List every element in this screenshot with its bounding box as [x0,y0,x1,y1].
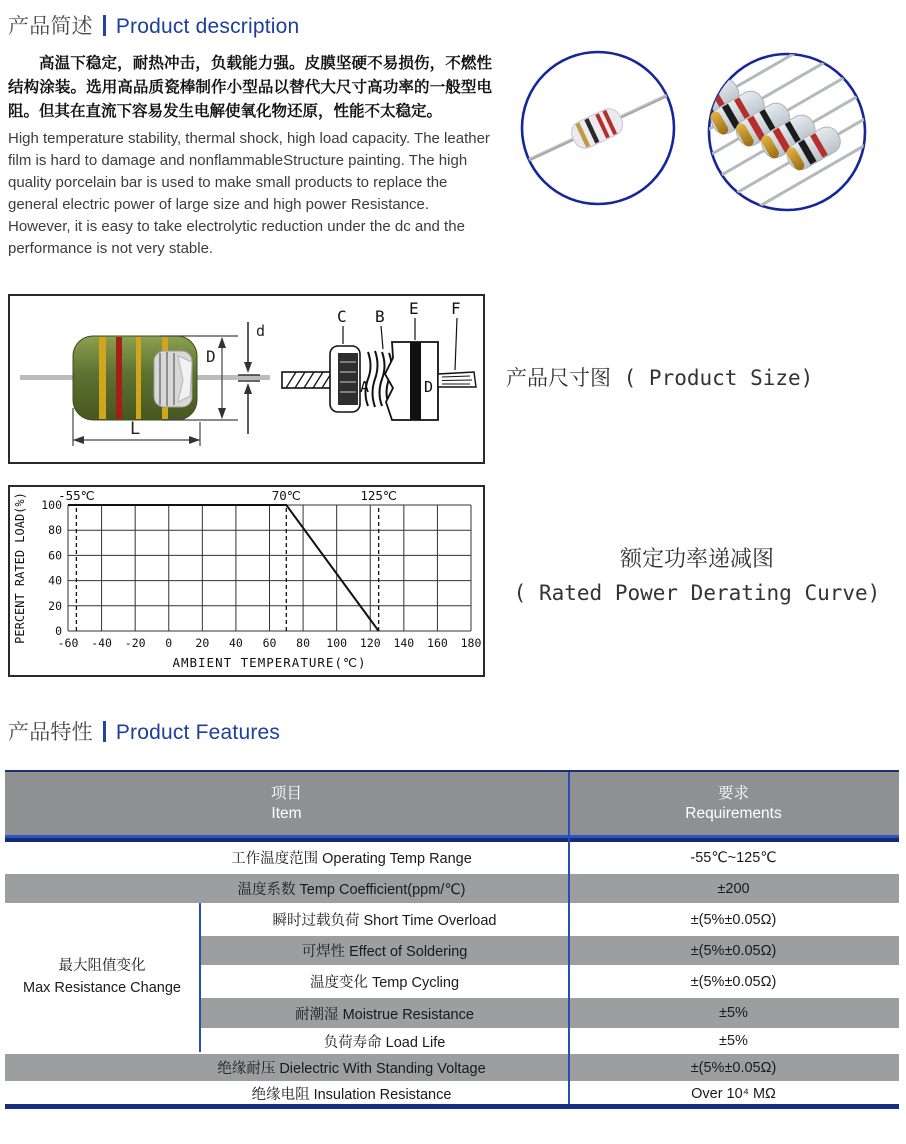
header-requirements-zh: 要求 [717,784,749,802]
x-axis-label: AMBIENT TEMPERATURE(℃) [172,655,367,670]
part-label-F: F [451,299,461,318]
section-heading-description [8,10,299,40]
marker-label: 125℃ [360,488,397,503]
row-label-en: Short Time Overload [363,913,497,929]
row-value: ±200 [717,880,750,897]
row-value: ±5% [719,1005,748,1021]
part-label-D2: D [424,378,434,396]
part-label-E: E [409,299,419,318]
derating-chart-box [8,485,485,677]
row-value: ±(5%±0.05Ω) [690,973,777,990]
main-column-divider [568,772,570,1104]
table-row [5,1082,899,1105]
header-item-zh: 项目 [270,784,302,802]
metal-end-cap [154,351,192,407]
product-size-diagram-box [8,294,485,464]
row-label-zh: 温度系数 [237,882,296,898]
heading-zh: 产品简述 [8,15,93,38]
x-tick-label: -40 [91,636,112,650]
x-tick-label: -60 [57,636,79,650]
y-tick-label: 60 [48,548,62,563]
dim-label-D: D [206,347,216,366]
single-resistor-image [519,46,677,210]
table-row [5,842,899,873]
header-accent-bar [5,835,899,842]
green-resistor [73,336,197,420]
row-value: Over 10⁴ MΩ [691,1085,776,1102]
x-tick-label: 60 [262,636,277,650]
y-tick-label: 100 [41,498,62,512]
row-label-zh: 绝缘电阻 [251,1087,310,1103]
y-axis-label: PERCENT RATED LOAD(%) [13,492,27,644]
header-requirements-en: Requirements [685,804,782,822]
x-tick-label: 0 [165,636,173,650]
part-label-C: C [337,307,347,326]
group-label-zh: 最大阻值变化 [58,957,146,974]
resistor-group-image [704,48,870,216]
heading-divider-bar [103,15,106,36]
x-tick-label: 140 [393,636,415,650]
product-photo-single-resistor [519,46,677,210]
x-tick-label: 180 [460,636,482,650]
row-label-en: Temp Coefficient(ppm/℃) [299,882,466,898]
heading-divider-bar [103,721,106,742]
row-value: -55℃~125℃ [690,849,777,866]
size-diagram-caption: 产品尺寸图 ( Product Size) [506,366,814,390]
row-value: ±(5%±0.05Ω) [690,911,777,928]
row-label-zh: 温度变化 [309,975,368,991]
header-item-column [5,772,568,835]
row-label-en: Effect of Soldering [349,944,468,960]
row-label-en: Insulation Resistance [313,1087,452,1103]
product-size-diagram [10,296,483,462]
sub-column-divider [199,903,201,1052]
x-tick-label: 120 [359,636,381,650]
dim-label-d: d [256,322,266,340]
x-tick-label: 160 [427,636,448,650]
table-row [5,873,899,904]
x-tick-label: 80 [296,636,311,650]
marker-label: -55℃ [58,488,95,503]
heading-en: Product description [115,15,300,38]
section-heading-features [8,716,280,746]
row-label-en: Moistrue Resistance [342,1006,474,1023]
series-rated-load-curve [68,505,379,631]
row-label-en: Temp Cycling [371,975,460,991]
row-label-zh: 可焊性 [301,944,346,960]
marker-label: 70℃ [271,488,301,503]
description-paragraph-zh: 高温下稳定，耐热冲击，负载能力强。皮膜坚硬不易损伤，不燃性结构涂装。选用高品质瓷棒制作小型品以替代大尺寸高功率的一般型电阻。但其在直流下容易发生电解使氧化物还原，性能不太稳定。 [8,55,492,121]
product-photo-resistor-group [704,48,870,216]
row-label-zh: 绝缘耐压 [217,1061,276,1077]
header-item-en: Item [271,804,302,822]
derating-chart [10,487,483,675]
table-row [5,1053,899,1082]
x-tick-label: 100 [326,636,348,650]
row-value: ±5% [719,1033,748,1049]
features-table [5,770,899,1109]
heading-en: Product Features [115,721,281,744]
derating-caption-en: ( Rated Power Derating Curve) [513,581,881,605]
row-label-zh: 耐潮湿 [295,1006,339,1023]
dim-label-L: L [130,419,141,439]
row-label-zh: 负荷寿命 [323,1034,382,1051]
exploded-view [282,299,476,420]
row-label-zh: 瞬时过载负荷 [272,913,360,929]
derating-caption-zh: 额定功率递减图 [619,547,774,572]
row-label-zh: 工作温度范围 [231,851,319,867]
header-requirements-column [568,772,899,835]
row-value: ±(5%±0.05Ω) [690,1059,777,1076]
group-cell-max-resistance-change [5,903,199,1052]
row-label-en: Dielectric With Standing Voltage [279,1061,486,1077]
y-tick-label: 20 [48,598,62,613]
part-label-A: A [360,378,370,396]
group-label-en: Max Resistance Change [23,979,181,996]
y-tick-label: 40 [48,573,62,588]
table-header [5,770,899,835]
row-label-en: Operating Temp Range [322,851,472,867]
table-bottom-bar [5,1104,899,1109]
x-tick-label: -20 [124,636,146,650]
part-label-B: B [375,307,385,326]
description-paragraph-en: High temperature stability, thermal shock, high load capacity. The leather film is hard to damage and nonflammableStructure painting. The high quality porcelain bar is used to make small products to replace the general electric power of large size and high power Resistance. However, it is easy to take electrolytic reduction under the dc and the performance is not very stable. [8,130,490,258]
derating-caption [488,542,906,605]
x-tick-label: 20 [195,636,210,650]
row-label-en: Load Life [385,1034,446,1051]
row-value: ±(5%±0.05Ω) [690,942,777,959]
heading-zh: 产品特性 [8,721,93,744]
y-tick-label: 80 [48,523,62,538]
y-tick-label: 0 [55,624,62,638]
x-tick-label: 40 [228,636,243,650]
